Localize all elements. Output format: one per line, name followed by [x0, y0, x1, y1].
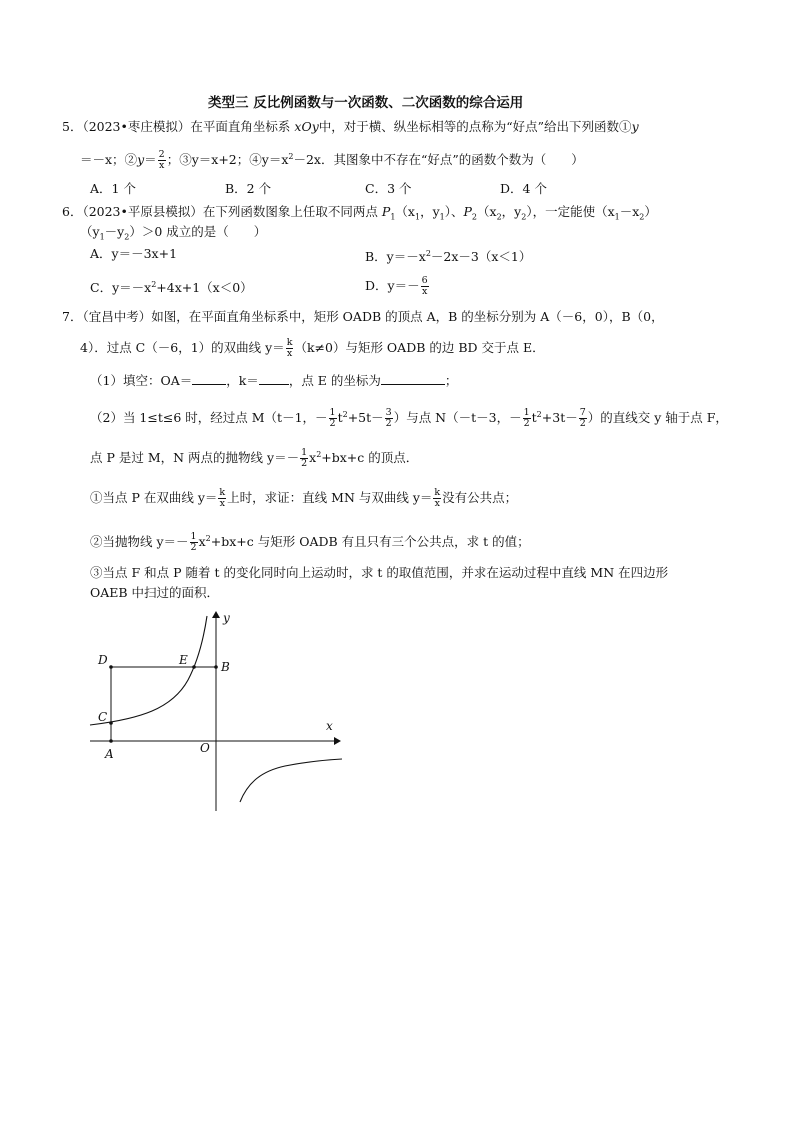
q7-part2-line2: 点 P 是过 M，N 两点的抛物线 y＝－ $\frac{1}{2}$ $x^2+bx+c$ 的顶点．: [90, 447, 419, 470]
label-e: E: [179, 653, 188, 667]
q7-sub2: ②当抛物线 y＝－ $\frac{1}{2}$ $x^2+bx+c$ 与矩形 OADB 有且只有三个公共点，求 t 的值；: [90, 531, 530, 554]
q7-part2: （2）当 1≤t≤6 时，经过点 M（t－1，－ $\frac{1}{2}$ $t^2+5t-$ $\frac{3}{2}$ ）与点 N（－t－3，－ $\frac{1}{2}$ $t^2+3t-$ $\frac{7}{2}$ ）的直线交 y 轴于点 F，: [90, 407, 728, 430]
fraction-2-over-x: $\frac{2}{x}$: [158, 149, 165, 172]
fraction-k-over-x: $\frac{k}{x}$: [286, 337, 293, 359]
q7-sub1: ①当点 P 在双曲线 y＝ $\frac{k}{x}$ 上时，求证：直线 MN 与双曲线 y＝ $\frac{k}{x}$ 没有公共点；: [90, 487, 518, 509]
point-b: [214, 665, 218, 669]
q5-option-d: D．4 个: [500, 181, 547, 196]
q5-option-c: C．3 个: [365, 181, 412, 196]
blank-e-coordinates[interactable]: [381, 372, 445, 385]
label-a: A: [105, 747, 114, 761]
label-y: y: [223, 611, 230, 625]
q5-line1: 5．（2023•枣庄模拟）在平面直角坐标系 xOy中，对于横、纵坐标相等的点称为“好点”给出下列函数①y: [62, 119, 639, 134]
label-d: D: [98, 653, 108, 667]
hyperbola-right-branch: [240, 759, 342, 802]
q6-option-b: B．$y=-x^2-2x-3(x<1)$: [365, 249, 532, 265]
q6-option-a: A．y＝－3x+1: [90, 246, 178, 261]
q6-line2: $(y_1-y_2)>0$ 成立的是（ ）: [80, 224, 267, 242]
point-c: [109, 721, 113, 725]
label-o: O: [200, 741, 210, 755]
q6-option-d: D．y＝－ $\frac{6}{x}$: [365, 275, 428, 297]
q7-part1: （1）填空：OA＝ ，k＝ ，点 E 的坐标为 ；: [90, 373, 458, 388]
coordinate-figure: [80, 606, 360, 816]
q7-line1: 7．（宜昌中考）如图，在平面直角坐标系中，矩形 OADB 的顶点 A，B 的坐标分别为 A（－6，0），B（0，: [62, 309, 664, 324]
q5-line2: ＝－x；②y＝ $\frac{2}{x}$ ；③y＝x+2；$④y=x^2-2x$．其图象中不存在“好点”的函数个数为（ ）: [80, 149, 584, 172]
blank-k[interactable]: [259, 372, 289, 385]
q7-sub3-line1: ③当点 F 和点 P 随着 t 的变化同时向上运动时，求 t 的取值范围，并求在运动过程中直线 MN 在四边形: [90, 565, 669, 580]
q6-option-c: C．$y=-x^2+4x+1(x<0)$: [90, 280, 253, 296]
label-x: x: [326, 719, 333, 733]
label-c: C: [98, 710, 108, 724]
point-a: [109, 739, 113, 743]
label-b: B: [221, 660, 230, 674]
point-d: [109, 665, 113, 669]
q5-option-b: B．2 个: [225, 181, 272, 196]
point-e: [192, 665, 196, 669]
q5-option-a: A．1 个: [90, 181, 136, 196]
rectangle-oadb: [111, 667, 216, 741]
section-title: 类型三 反比例函数与一次函数、二次函数的综合运用: [208, 95, 524, 111]
fraction-6-over-x: $\frac{6}{x}$: [421, 275, 428, 297]
blank-oa[interactable]: [192, 372, 226, 385]
q6-line1: 6．（2023•平原县模拟）在下列函数图象上任取不同两点 $P_1(x_1$，$y_1$）、$P_2(x_2$，$y_2$），一定能使$(x_1-x_2)$: [62, 204, 657, 222]
hyperbola-left-branch: [90, 616, 207, 725]
q7-line2: 4）．过点 C（－6，1）的双曲线 y＝ $\frac{k}{x}$ （k≠0）与矩形 OADB 的边 BD 交于点 E．: [80, 337, 545, 359]
q7-sub3-line2: OAEB 中扫过的面积．: [90, 585, 220, 600]
